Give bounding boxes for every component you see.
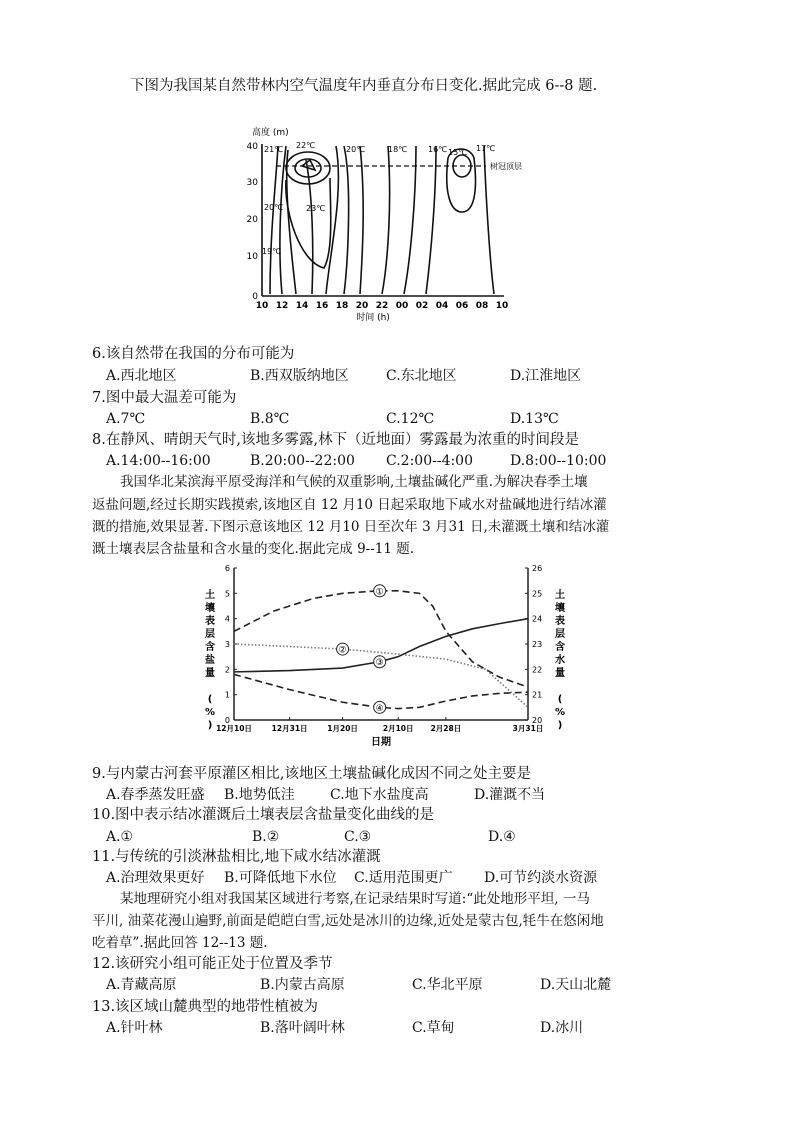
y2-axis-title-char: 量 — [555, 668, 565, 679]
q7-option-d[interactable]: D.13℃ — [510, 411, 559, 427]
y2-tick-label: 26 — [532, 564, 543, 573]
y-axis-title-char: 壤 — [205, 603, 215, 614]
q12-option-b[interactable]: B.内蒙古高原 — [260, 977, 345, 993]
fig1-ytick: 20 — [246, 215, 258, 225]
intro3-line: 某地理研究小组对我国某区域进行考察,在记录结果时写道:“此处地形平坦, 一马 — [120, 891, 590, 907]
q11-stem: 11.与传统的引淡淋盐相比,地下咸水结冰灌溉 — [92, 849, 381, 865]
y-axis-title-char: 层 — [205, 629, 215, 640]
q8-stem: 8.在静风、晴朗天气时,该地多雾露,林下（近地面）雾露最为浓重的时间段是 — [92, 432, 580, 448]
fig1-ytick: 30 — [246, 178, 258, 188]
q10-option-b[interactable]: B.② — [252, 829, 280, 845]
y2-axis-title-char: 土 — [555, 590, 565, 601]
q13-option-a[interactable]: A.针叶林 — [106, 1020, 163, 1036]
y-axis-title-char: ) — [207, 720, 213, 731]
isotherm-figure — [240, 122, 530, 324]
fig1-xtick: 00 — [395, 301, 409, 311]
fig1-ytick: 10 — [246, 252, 258, 262]
y2-axis-title-char: 表 — [555, 616, 565, 627]
fig1-xtick: 20 — [355, 301, 369, 311]
q7-option-c[interactable]: C.12℃ — [386, 411, 435, 427]
isotherm-label: 23℃ — [306, 204, 326, 213]
y2-axis-title-char: 水 — [555, 655, 565, 666]
q10-stem: 10.图中表示结冰灌溉后土壤表层含盐量变化曲线的是 — [92, 807, 435, 823]
q12-option-d[interactable]: D.天山北麓 — [540, 977, 612, 993]
fig1-xtick: 04 — [435, 301, 449, 311]
x-tick-label: 2月10日 — [382, 724, 414, 733]
fig1-xtick: 14 — [295, 301, 309, 311]
y2-tick-label: 20 — [532, 716, 543, 725]
q11-option-b[interactable]: B.可降低地下水位 — [224, 870, 337, 886]
isotherm-label: 21℃ — [264, 145, 284, 154]
q6-option-a[interactable]: A.西北地区 — [106, 368, 177, 384]
fig1-xtick: 22 — [375, 301, 389, 311]
intro3-line: 平川, 油菜花漫山遍野,前面是皑皑白雪,远处是冰川的边缘,近处是蒙古包,牦牛在悠闲地 — [92, 913, 604, 929]
fig1-xtick: 12 — [275, 301, 289, 311]
fig1-ylabel: 高度 (m) — [252, 128, 289, 138]
q13-option-d[interactable]: D.冰川 — [540, 1020, 584, 1036]
y-tick-label: 6 — [224, 564, 230, 573]
q8-option-b[interactable]: B.20:00--22:00 — [250, 453, 355, 469]
x-axis-title: 日期 — [371, 737, 391, 748]
fig1-xtick: 06 — [455, 301, 469, 311]
q8-option-d[interactable]: D.8:00--10:00 — [510, 453, 607, 469]
y-tick-label: 2 — [224, 665, 230, 675]
q6-option-b[interactable]: B.西双版纳地区 — [250, 368, 349, 384]
intro3-line: 吃着草”.据此回答 12--13 题. — [92, 935, 268, 951]
q11-option-a[interactable]: A.治理效果更好 — [106, 870, 205, 886]
q7-stem: 7.图中最大温差可能为 — [92, 390, 237, 406]
y2-axis-title-char: 层 — [555, 629, 565, 640]
y-axis-title-char: 量 — [205, 668, 215, 679]
q6-stem: 6.该自然带在我国的分布可能为 — [92, 346, 295, 362]
q8-option-c[interactable]: C.2:00--4:00 — [386, 453, 474, 469]
y2-axis-title-char: ( — [557, 694, 563, 705]
q11-option-d[interactable]: D.可节约淡水资源 — [484, 870, 598, 886]
y-axis-title-char: 含 — [205, 642, 215, 653]
y2-axis-title-char: ) — [557, 720, 563, 731]
q11-option-c[interactable]: C.适用范围更广 — [354, 870, 453, 886]
q10-option-c[interactable]: C.③ — [344, 829, 372, 845]
q10-option-d[interactable]: D.④ — [488, 829, 516, 845]
intro2-line: 溉的措施,效果显著.下图示意该地区 12 月10 日至次年 3 月31 日,未灌溉土壤和结冰灌 — [92, 519, 610, 535]
q8-option-a[interactable]: A.14:00--16:00 — [106, 453, 211, 469]
fig1-ytick: 40 — [246, 142, 258, 152]
x-tick-label: 12月10日 — [216, 724, 252, 733]
y2-tick-label: 22 — [532, 665, 543, 675]
series-label-2: ② — [338, 645, 347, 656]
series-line-2 — [234, 644, 528, 707]
x-tick-label: 3月31日 — [512, 724, 544, 733]
y-axis-title-char: ( — [207, 694, 213, 705]
intro-text-1: 下图为我国某自然带林内空气温度年内垂直分布日变化.据此完成 6--8 题. — [130, 78, 598, 94]
q7-option-b[interactable]: B.8℃ — [250, 411, 290, 427]
q9-option-c[interactable]: C.地下水盐度高 — [330, 787, 429, 803]
canopy-label: 树冠顶层 — [490, 162, 522, 171]
fig1-xtick: 18 — [335, 301, 349, 311]
q10-option-a[interactable]: A.① — [106, 829, 134, 845]
q12-stem: 12.该研究小组可能正处于位置及季节 — [92, 956, 333, 972]
q13-stem: 13.该区域山麓典型的地带性植被为 — [92, 999, 319, 1015]
fig1-xtick: 02 — [415, 301, 429, 311]
y2-axis-title-char: 含 — [555, 642, 565, 653]
isotherm-label: 18℃ — [388, 145, 408, 154]
x-tick-label: 2月28日 — [430, 724, 462, 733]
isotherm-label: 22℃ — [296, 141, 316, 150]
q13-option-c[interactable]: C.草甸 — [412, 1020, 455, 1036]
y-tick-label: 4 — [224, 614, 230, 624]
q9-option-a[interactable]: A.春季蒸发旺盛 — [106, 787, 205, 803]
y-tick-label: 0 — [224, 716, 230, 725]
y2-tick-label: 25 — [532, 589, 543, 599]
isotherm-label: 20℃ — [346, 145, 366, 154]
y-tick-label: 3 — [224, 640, 230, 649]
series-label-4: ④ — [375, 703, 384, 714]
y-tick-label: 1 — [224, 690, 230, 700]
q9-option-d[interactable]: D.灌溉不当 — [474, 787, 546, 803]
series-label-1: ① — [375, 587, 384, 598]
intro2-line: 溉土壤表层含盐量和含水量的变化.据此完成 9--11 题. — [92, 541, 415, 557]
q6-option-c[interactable]: C.东北地区 — [386, 368, 457, 384]
y-axis-title-char: 土 — [205, 590, 215, 601]
y-tick-label: 5 — [224, 589, 230, 599]
intro2-line: 返盐问题,经过长期实践摸索,该地区自 12 月10 日起采取地下咸水对盐碱地进行结冰灌 — [92, 497, 607, 513]
x-tick-label: 12月31日 — [271, 724, 308, 733]
y2-tick-label: 24 — [532, 614, 543, 624]
fig1-xtick: 10 — [495, 301, 509, 311]
q12-option-a[interactable]: A.青藏高原 — [106, 977, 177, 993]
fig1-xtick: 10 — [255, 301, 269, 311]
fig1-xtick: 16 — [315, 301, 329, 311]
soil-salt-water-chart — [198, 560, 576, 750]
y2-tick-label: 21 — [532, 690, 543, 700]
isotherm-label: 19℃ — [262, 247, 282, 256]
y2-axis-title-char: % — [554, 707, 566, 718]
fig1-ytick: 0 — [252, 292, 258, 302]
q9-option-b[interactable]: B.地势低洼 — [224, 787, 295, 803]
y2-tick-label: 23 — [532, 640, 543, 649]
y-axis-title-char: % — [204, 707, 216, 718]
isotherm-label: 15℃ — [448, 148, 468, 157]
isotherm-label: 17℃ — [476, 144, 496, 153]
q12-option-c[interactable]: C.华北平原 — [412, 977, 483, 993]
series-label-3: ③ — [375, 658, 384, 669]
fig1-xlabel: 时间 (h) — [356, 313, 390, 323]
q9-stem: 9.与内蒙古河套平原灌区相比,该地区土壤盐碱化成因不同之处主要是 — [92, 766, 531, 782]
y-axis-title-char: 表 — [205, 616, 215, 627]
q6-option-d[interactable]: D.江淮地区 — [510, 368, 582, 384]
x-tick-label: 1月20日 — [327, 724, 358, 733]
intro2-line: 我国华北某滨海平原受海洋和气候的双重影响,土壤盐碱化严重.为解决春季土壤 — [120, 474, 588, 490]
isotherm-label: 16℃ — [428, 145, 448, 154]
series-line-1 — [234, 591, 528, 687]
y2-axis-title-char: 壤 — [555, 603, 565, 614]
fig1-xtick: 08 — [475, 301, 489, 311]
y-axis-title-char: 盐 — [205, 655, 215, 666]
q7-option-a[interactable]: A.7℃ — [106, 411, 146, 427]
isotherm-label: 20℃ — [264, 203, 284, 212]
q13-option-b[interactable]: B.落叶阔叶林 — [260, 1020, 345, 1036]
